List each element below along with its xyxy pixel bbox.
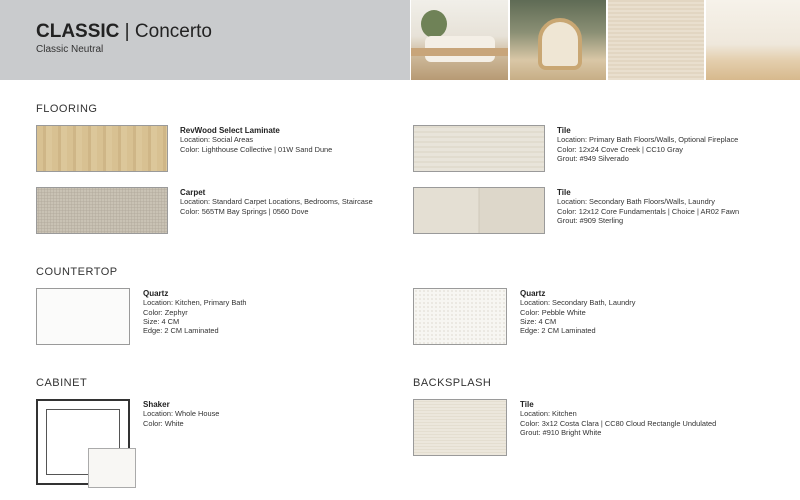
cabinet-name: Shaker (143, 400, 170, 409)
quartz-primary-edge: Edge: 2 CM Laminated (143, 326, 219, 336)
backsplash-color: Color: 3x12 Costa Clara | CC80 Cloud Rectangle Undulated (520, 418, 717, 428)
section-backsplash: BACKSPLASH (413, 377, 492, 389)
interior-photo (706, 0, 800, 80)
tile-secondary-location: Location: Secondary Bath Floors/Walls, Laundry (557, 197, 715, 207)
section-countertop: COUNTERTOP (36, 266, 118, 278)
quartz-primary-name: Quartz (143, 289, 169, 298)
chair-photo (510, 0, 606, 80)
quartz-secondary-name: Quartz (520, 289, 546, 298)
cabinet-color-chip (88, 448, 136, 488)
tile-primary-grout: Grout: #949 Silverado (557, 153, 629, 163)
backsplash-info (520, 400, 755, 437)
backsplash-swatch (413, 399, 507, 456)
backsplash-grout: Grout: #910 Bright White (520, 427, 602, 437)
tile-secondary-grout: Grout: #909 Sterling (557, 215, 624, 225)
quartz-secondary-edge: Edge: 2 CM Laminated (520, 326, 596, 336)
quartz-primary-color: Color: Zephyr (143, 307, 188, 317)
carpet-location: Location: Standard Carpet Locations, Bedrooms, Staircase (180, 197, 373, 207)
section-cabinet: CABINET (36, 377, 88, 389)
quartz-primary-info (143, 289, 363, 335)
quartz-secondary-color: Color: Pebble White (520, 307, 586, 317)
quartz-secondary-size: Size: 4 CM (520, 316, 557, 326)
laminate-info (180, 126, 380, 154)
carpet-color: Color: 565TM Bay Springs | 0560 Dove (180, 206, 309, 216)
quartz-secondary-info (520, 289, 740, 335)
quartz-secondary-location: Location: Secondary Bath, Laundry (520, 298, 636, 308)
page-subtitle: Classic Neutral (36, 44, 104, 55)
fabric-photo (608, 0, 704, 80)
title-collection: Concerto (134, 21, 213, 42)
title-separator: | (119, 21, 135, 42)
laminate-name: RevWood Select Laminate (180, 126, 280, 135)
laminate-color: Color: Lighthouse Collective | 01W Sand Dune (180, 144, 333, 154)
tile-secondary-name: Tile (557, 188, 571, 197)
tile-primary-name: Tile (557, 126, 571, 135)
tile-primary-color: Color: 12x24 Cove Creek | CC10 Gray (557, 144, 683, 154)
tile-primary-location: Location: Primary Bath Floors/Walls, Optional Fireplace (557, 135, 739, 145)
quartz-primary-size: Size: 4 CM (143, 316, 180, 326)
backsplash-location: Location: Kitchen (520, 409, 577, 419)
quartz-primary-location: Location: Kitchen, Primary Bath (143, 298, 247, 308)
carpet-swatch (36, 187, 168, 234)
quartz-secondary-swatch (413, 288, 507, 345)
header (0, 0, 800, 80)
cabinet-info (143, 400, 363, 428)
tile-primary-swatch (413, 125, 545, 172)
tile-secondary-info (557, 188, 769, 225)
title-brand: CLASSIC (36, 21, 120, 42)
carpet-name: Carpet (180, 188, 206, 197)
chair-image (538, 18, 582, 70)
quartz-primary-swatch (36, 288, 130, 345)
carpet-info (180, 188, 380, 216)
plant-image (421, 10, 447, 38)
laminate-swatch (36, 125, 168, 172)
cabinet-location: Location: Whole House (143, 409, 220, 419)
cabinet-color: Color: White (143, 418, 184, 428)
tile-secondary-color: Color: 12x12 Core Fundamentals | Choice | AR02 Fawn (557, 206, 740, 216)
laminate-location: Location: Social Areas (180, 135, 254, 145)
tile-secondary-swatch (413, 187, 545, 234)
page-title (36, 21, 212, 43)
living-room-photo (411, 0, 508, 80)
backsplash-name: Tile (520, 400, 534, 409)
table-image (411, 48, 508, 56)
section-flooring: FLOORING (36, 103, 98, 115)
tile-primary-info (557, 126, 769, 163)
